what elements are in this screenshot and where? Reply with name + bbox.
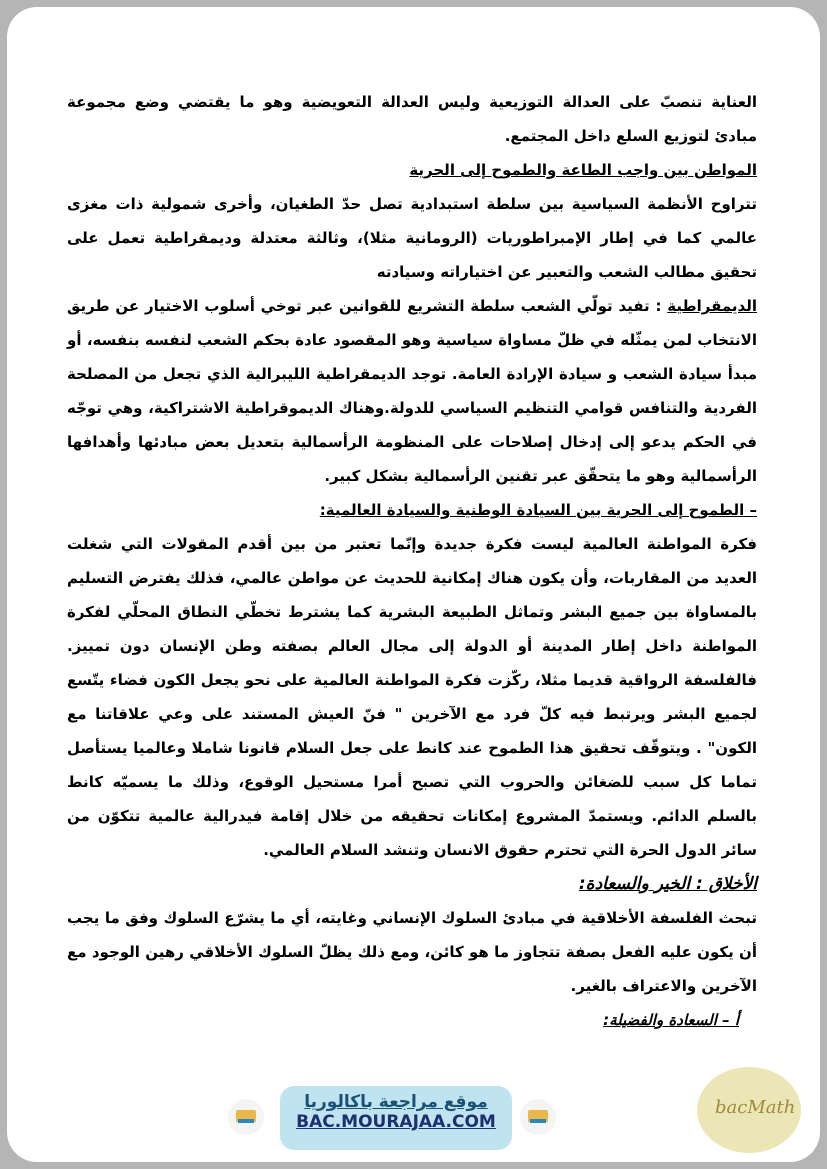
site-name-arabic[interactable]: موقع مراجعة باكالوريا [304,1092,488,1112]
document-body [67,85,757,1037]
right-book-logo-icon [520,1099,556,1135]
paragraph-political-systems: تتراوح الأنظمة السياسية بين سلطة استبدادية تصل حدّ الطغيان، وأخرى شمولية ذات مغزى عالمي كما في إطار الإمبراطوريات (الرومانية مثلا)، وثالثة معتدلة وديمقراطية تعمل على تحقيق مطالب الشعب والتعبير عن اختياراته وسيادته [67,195,757,281]
bacmath-logo-text: bacMath [715,1097,796,1118]
democracy-definition: : تفيد تولّي الشعب سلطة التشريع للقوانين عبر توخي أسلوب الاختيار عن طريق الانتخاب لمن يمثّله في ظلّ مساواة سياسية وهو المقصود عادة بحكم الشعب لنفسه بنفسه، أو مبدأ سيادة الشعب و سيادة الإرادة العامة. توجد الديمقراطية الليبرالية الذي تجعل من المصلحة الفردية والتنافس قوامي التنظيم السياسي للدولة.وهناك الديموقراطية الاشتراكية، وهي توجّه في الحكم يدعو إلى إدخال إصلاحات على المنظومة الرأسمالية بتعديل بعض مبادئها وأهدافها الرأسمالية وهو ما يتحقّق عبر تقنين الرأسمالية بشكل كبير. [67,297,757,485]
paragraph-democracy [67,289,757,493]
bacmath-logo [697,1067,801,1153]
heading-ethics: الأخلاق : الخير والسعادة: [578,874,757,894]
heading-citizen-obedience-freedom: المواطن بين واجب الطاعة والطموح إلى الحرية [409,161,757,179]
paragraph-global-citizenship: فكرة المواطنة العالمية ليست فكرة جديدة وإنّما تعتبر من بين أقدم المقولات التي شغلت العديد من المقاربات، وأن يكون هناك إمكانية للحديث عن مواطن عالمي، فذلك يفترض التسليم بالمساواة بين جميع البشر وتماثل الطبيعة البشرية كما يشترط تخطّي النطاق المحلّي لفكرة المواطنة داخل إطار المدينة أو الدولة إلى مجال العالم بصفته وطن الإنسان دون تمييز. فالفلسفة الرواقية قديما مثلا، ركّزت فكرة المواطنة العالمية على نحو يجعل الكون فضاء يتّسع لجميع البشر ويرتبط فيه كلّ فرد مع الآخرين " فنّ العيش المستند على وعي علاقاتنا مع الكون" . ويتوقّف تحقيق هذا الطموح عند كانط على جعل السلام قانونا شاملا وعالميا يستأصل تماما كل سبب للضغائن والحروب التي تصبح أمرا مستحيل الوقوع، وذلك ما يسميّه كانط بالسلم الدائم. ويستمدّ المشروع إمكانات تحقيقه من خلال إقامة فيدرالية عالمية تتكوّن من سائر الدول الحرة التي تحترم حقوق الانسان وتنشد السلام العالمي. [67,535,757,859]
paragraph-justice: العناية تنصبّ على العدالة التوزيعية وليس العدالة التعويضية وهو ما يقتضي وضع مجموعة مبادئ لتوزيع السلع داخل المجتمع. [67,93,757,145]
site-url-link[interactable]: BAC.MOURAJAA.COM [296,1112,496,1132]
site-banner[interactable] [280,1086,512,1150]
heading-national-global-sovereignty: – الطموح إلى الحرية بين السيادة الوطنية والسيادة العالمية: [319,501,757,519]
paragraph-moral-philosophy: تبحث الفلسفة الأخلاقية في مبادئ السلوك الإنساني وغايته، أي ما يشرّع السلوك وفق ما يجب أن يكون عليه الفعل بصفة تتجاوز ما هو كائن، ومع ذلك يظلّ السلوك الأخلاقي رهين الوجود مع الآخرين والاعتراف بالغير. [67,909,757,995]
left-book-logo-icon [228,1099,264,1135]
page [7,7,820,1162]
term-democracy: الديمقراطية [667,297,757,315]
subheading-happiness-virtue: أ – السعادة والفضيلة: [603,1011,739,1029]
